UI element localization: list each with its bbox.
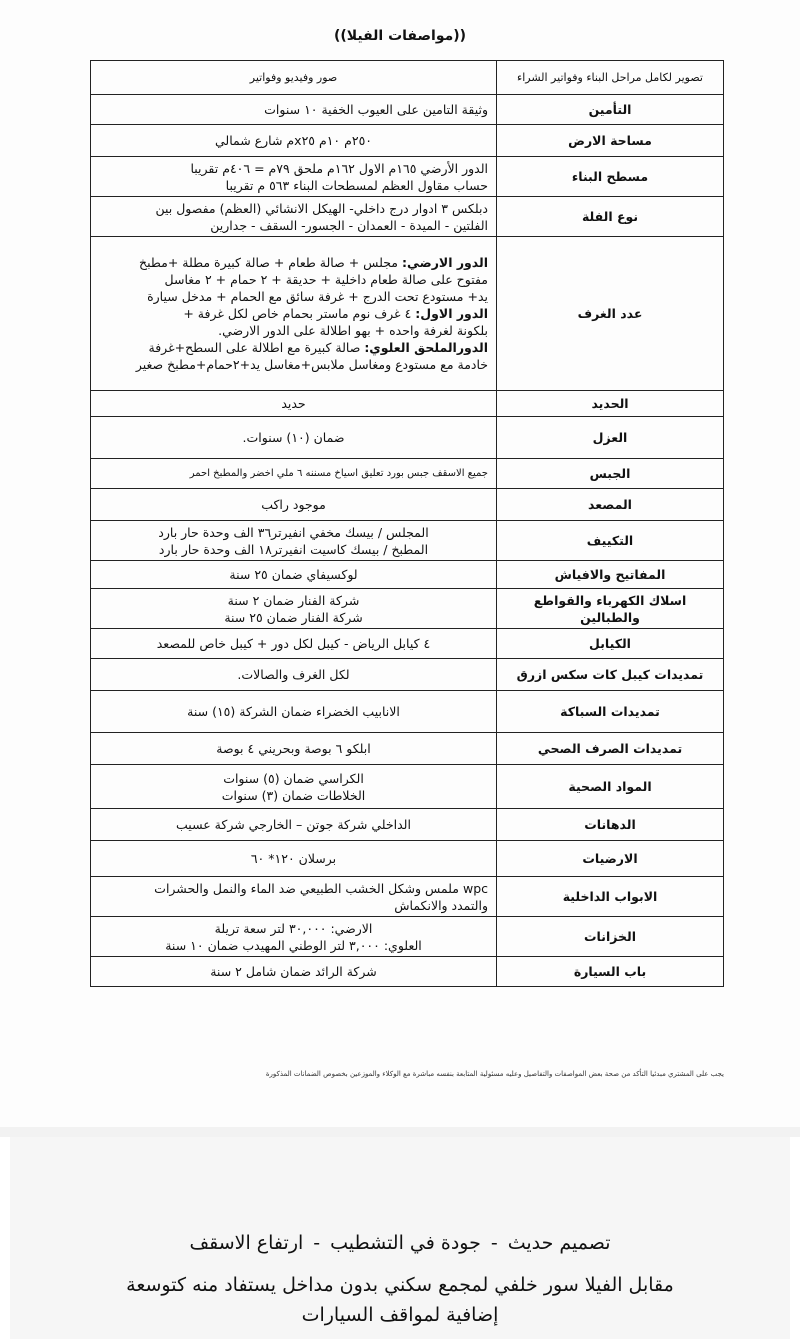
spec-row [91,691,724,733]
spec-row-value [91,521,497,561]
spec-row-value [91,561,497,589]
spec-row-label: المصعد [497,489,724,521]
spec-row-value [91,917,497,957]
spec-value-heading: الدورالملحق العلوي: [364,340,488,355]
feature-1: تصميم حديث [507,1232,611,1254]
spec-row-value [91,489,497,521]
spec-row [91,841,724,877]
spec-row-label: باب السيارة [497,957,724,987]
spec-row [91,521,724,561]
spec-row-label: التأمين [497,95,724,125]
spec-row-label: العزل [497,417,724,459]
spec-header-label: تصوير لكامل مراحل البناء وفواتير الشراء [497,61,724,95]
spec-row-label: المفاتيح والافياش [497,561,724,589]
spec-row-value [91,765,497,809]
spec-value-line: wpc ملمس وشكل الخشب الطبيعي ضد الماء والنمل والحشرات [154,880,488,896]
spec-row-value [91,733,497,765]
spec-row-label: تمديدات الصرف الصحي [497,733,724,765]
spec-row [91,561,724,589]
spec-value-line: حديد [281,396,306,411]
spec-row-value [91,237,497,391]
spec-value-heading: الدور الاول: [415,306,488,321]
spec-value-line: ضمان (١٠) سنوات. [242,430,345,445]
spec-value-line: لكل الغرف والصالات. [237,667,350,682]
spec-row [91,917,724,957]
spec-row [91,809,724,841]
spec-value-line: جميع الاسقف جبس بورد تعليق اسياخ مسننه ٦ ملي اخضر والمطبخ احمر [189,468,488,479]
spec-value-line: يد+ مستودع تحت الدرج + غرفة سائق مع الحمام + مدخل سيارة [147,289,488,304]
spec-row [91,125,724,157]
spec-value-line: شركة الرائد ضمان شامل ٢ سنة [210,964,377,979]
spec-row-value [91,957,497,987]
spec-value-line: موجود راكب [261,497,326,512]
spec-row-label: التكييف [497,521,724,561]
spec-row-value [91,459,497,489]
spec-value-line: والتمدد والانكماش [394,897,488,913]
spec-value-line: بلكونة لغرفة واحده + بهو اطلالة على الدور الارضي. [218,323,488,338]
spec-row-label: تمديدات السباكة [497,691,724,733]
spec-value-line: برسلان ١٢٠* ٦٠ [250,851,337,866]
spec-value-line: مفتوح على صالة طعام داخلية + حديقة + ٢ حمام + ٢ مغاسل [164,272,488,287]
description-line: إضافية لمواقف السيارات [301,1304,499,1326]
spec-row-label: مسطح البناء [497,157,724,197]
spec-row-value [91,877,497,917]
spec-value-text: ٤ غرف نوم ماستر بحمام خاص لكل غرفة + [183,306,416,321]
spec-value-line: المجلس / بيسك مخفي انفيرتر٣٦ الف وحدة حار بارد [158,524,429,540]
spec-row-label: عدد الغرف [497,237,724,391]
spec-value-line: وثيقة التامين على العيوب الخفية ١٠ سنوات [264,102,488,117]
description-text [0,1270,800,1330]
spec-value-line: شركة الفنار ضمان ٢ سنة [227,592,360,608]
spec-row [91,659,724,691]
spec-row-value [91,197,497,237]
spec-row-label: الارضيات [497,841,724,877]
spec-value-line: شركة الفنار ضمان ٢٥ سنة [224,609,363,625]
spec-row-value [91,95,497,125]
spec-row-value [91,125,497,157]
spec-value-line [99,339,488,356]
spec-row [91,589,724,629]
section-divider [0,1127,800,1137]
features-line [0,1232,800,1254]
spec-row-value [91,691,497,733]
feature-2: جودة في التشطيب [330,1232,481,1254]
spec-row-label: الحديد [497,391,724,417]
spec-row-value [91,659,497,691]
spec-value-line [99,254,488,271]
spec-row [91,957,724,987]
spec-value-line: الارضي: ٣٠,٠٠٠ لتر سعة تريلة [214,920,373,936]
spec-row [91,629,724,659]
spec-row-value [91,157,497,197]
spec-row-label: اسلاك الكهرباء والقواطع والطبالين [497,589,724,629]
spec-row-label: مساحة الارض [497,125,724,157]
spec-value-line: المطبخ / بيسك كاسيت انفيرتر١٨ الف وحدة حار بارد [158,541,429,557]
feature-3: ارتفاع الاسقف [189,1232,304,1254]
spec-value-line: حساب مقاول العظم لمسطحات البناء ٥٦٣ م تقريبا [225,177,488,193]
spec-value-line: لوكسيفاي ضمان ٢٥ سنة [229,567,358,582]
spec-table [90,60,724,987]
spec-row-value [91,809,497,841]
spec-row-label: الكيابل [497,629,724,659]
spec-row-label: نوع الفلة [497,197,724,237]
spec-value-line: ٤ كيابل الرياض - كيبل لكل دور + كيبل خاص للمصعد [156,636,431,651]
spec-row [91,157,724,197]
spec-row [91,877,724,917]
spec-row [91,765,724,809]
spec-row-label: الابواب الداخلية [497,877,724,917]
spec-row [91,417,724,459]
spec-row-value [91,391,497,417]
spec-value-line: العلوي: ٣,٠٠٠ لتر الوطني المهيدب ضمان ١٠ سنة [165,937,422,953]
feature-separator: - [490,1232,498,1254]
disclaimer-note: يجب على المشتري مبدئيا التأكد من صحة بعض المواصفات والتفاصيل وعليه مسئولية المتابعة بنفسه مباشرة مع الوكلاء والموزعين بخصوص الضمانات المذكورة [265,1070,724,1078]
spec-value-line: ٢٥٠م ١٠م x٢٥م شارع شمالي [214,133,373,148]
feature-separator: - [313,1232,321,1254]
spec-row-label: الخزانات [497,917,724,957]
spec-row [91,489,724,521]
spec-row [91,733,724,765]
page-title: ((مواصفات الفيلا)) [333,28,467,44]
spec-value-line [99,305,488,322]
description-line: مقابل الفيلا سور خلفي لمجمع سكني بدون مداخل يستفاد منه كتوسعة [126,1274,674,1296]
spec-row-value [91,589,497,629]
spec-header-row [91,61,724,95]
spec-value-line: الكراسي ضمان (٥) سنوات [223,770,364,786]
spec-row [91,391,724,417]
spec-row [91,95,724,125]
spec-value-line: خادمة مع مستودع ومغاسل ملابس+مغاسل يد+٢حمام+مطبخ صغير [135,357,488,372]
spec-row-value [91,841,497,877]
spec-row-label: الدهانات [497,809,724,841]
spec-row-value [91,417,497,459]
spec-value-line: الفلتين - الميدة - العمدان - الجسور- السقف - جدارين [210,217,488,233]
spec-value-line: الداخلي شركة جوتن – الخارجي شركة عسيب [176,817,411,832]
spec-row-value [91,629,497,659]
spec-row-label: المواد الصحية [497,765,724,809]
spec-value-text: صالة كبيرة مع اطلالة على السطح+غرفة [148,340,365,355]
spec-value-text: مجلس + صالة طعام + صالة كبيرة مطلة +مطبخ [139,255,402,270]
spec-value-line: الانابيب الخضراء ضمان الشركة (١٥) سنة [187,704,400,719]
spec-value-line: دبلكس ٣ ادوار درج داخلي- الهيكل الانشائي (العظم) مفصول بين [155,200,488,216]
spec-row-label: الجبس [497,459,724,489]
spec-header-value: صور وفيديو وفواتير [91,61,497,95]
spec-value-line: ابلكو ٦ بوصة وبحريني ٤ بوصة [216,741,371,756]
spec-value-heading: الدور الارضي: [401,255,488,270]
spec-value-line: الخلاطات ضمان (٣) سنوات [221,787,366,803]
spec-value-line: الدور الأرضي ١٦٥م الاول ١٦٢م ملحق ٧٩م = ٤٠٦م تقريبا [190,160,488,176]
spec-row [91,459,724,489]
spec-row [91,197,724,237]
spec-row [91,237,724,391]
spec-row-label: تمديدات كيبل كات سكس ازرق [497,659,724,691]
